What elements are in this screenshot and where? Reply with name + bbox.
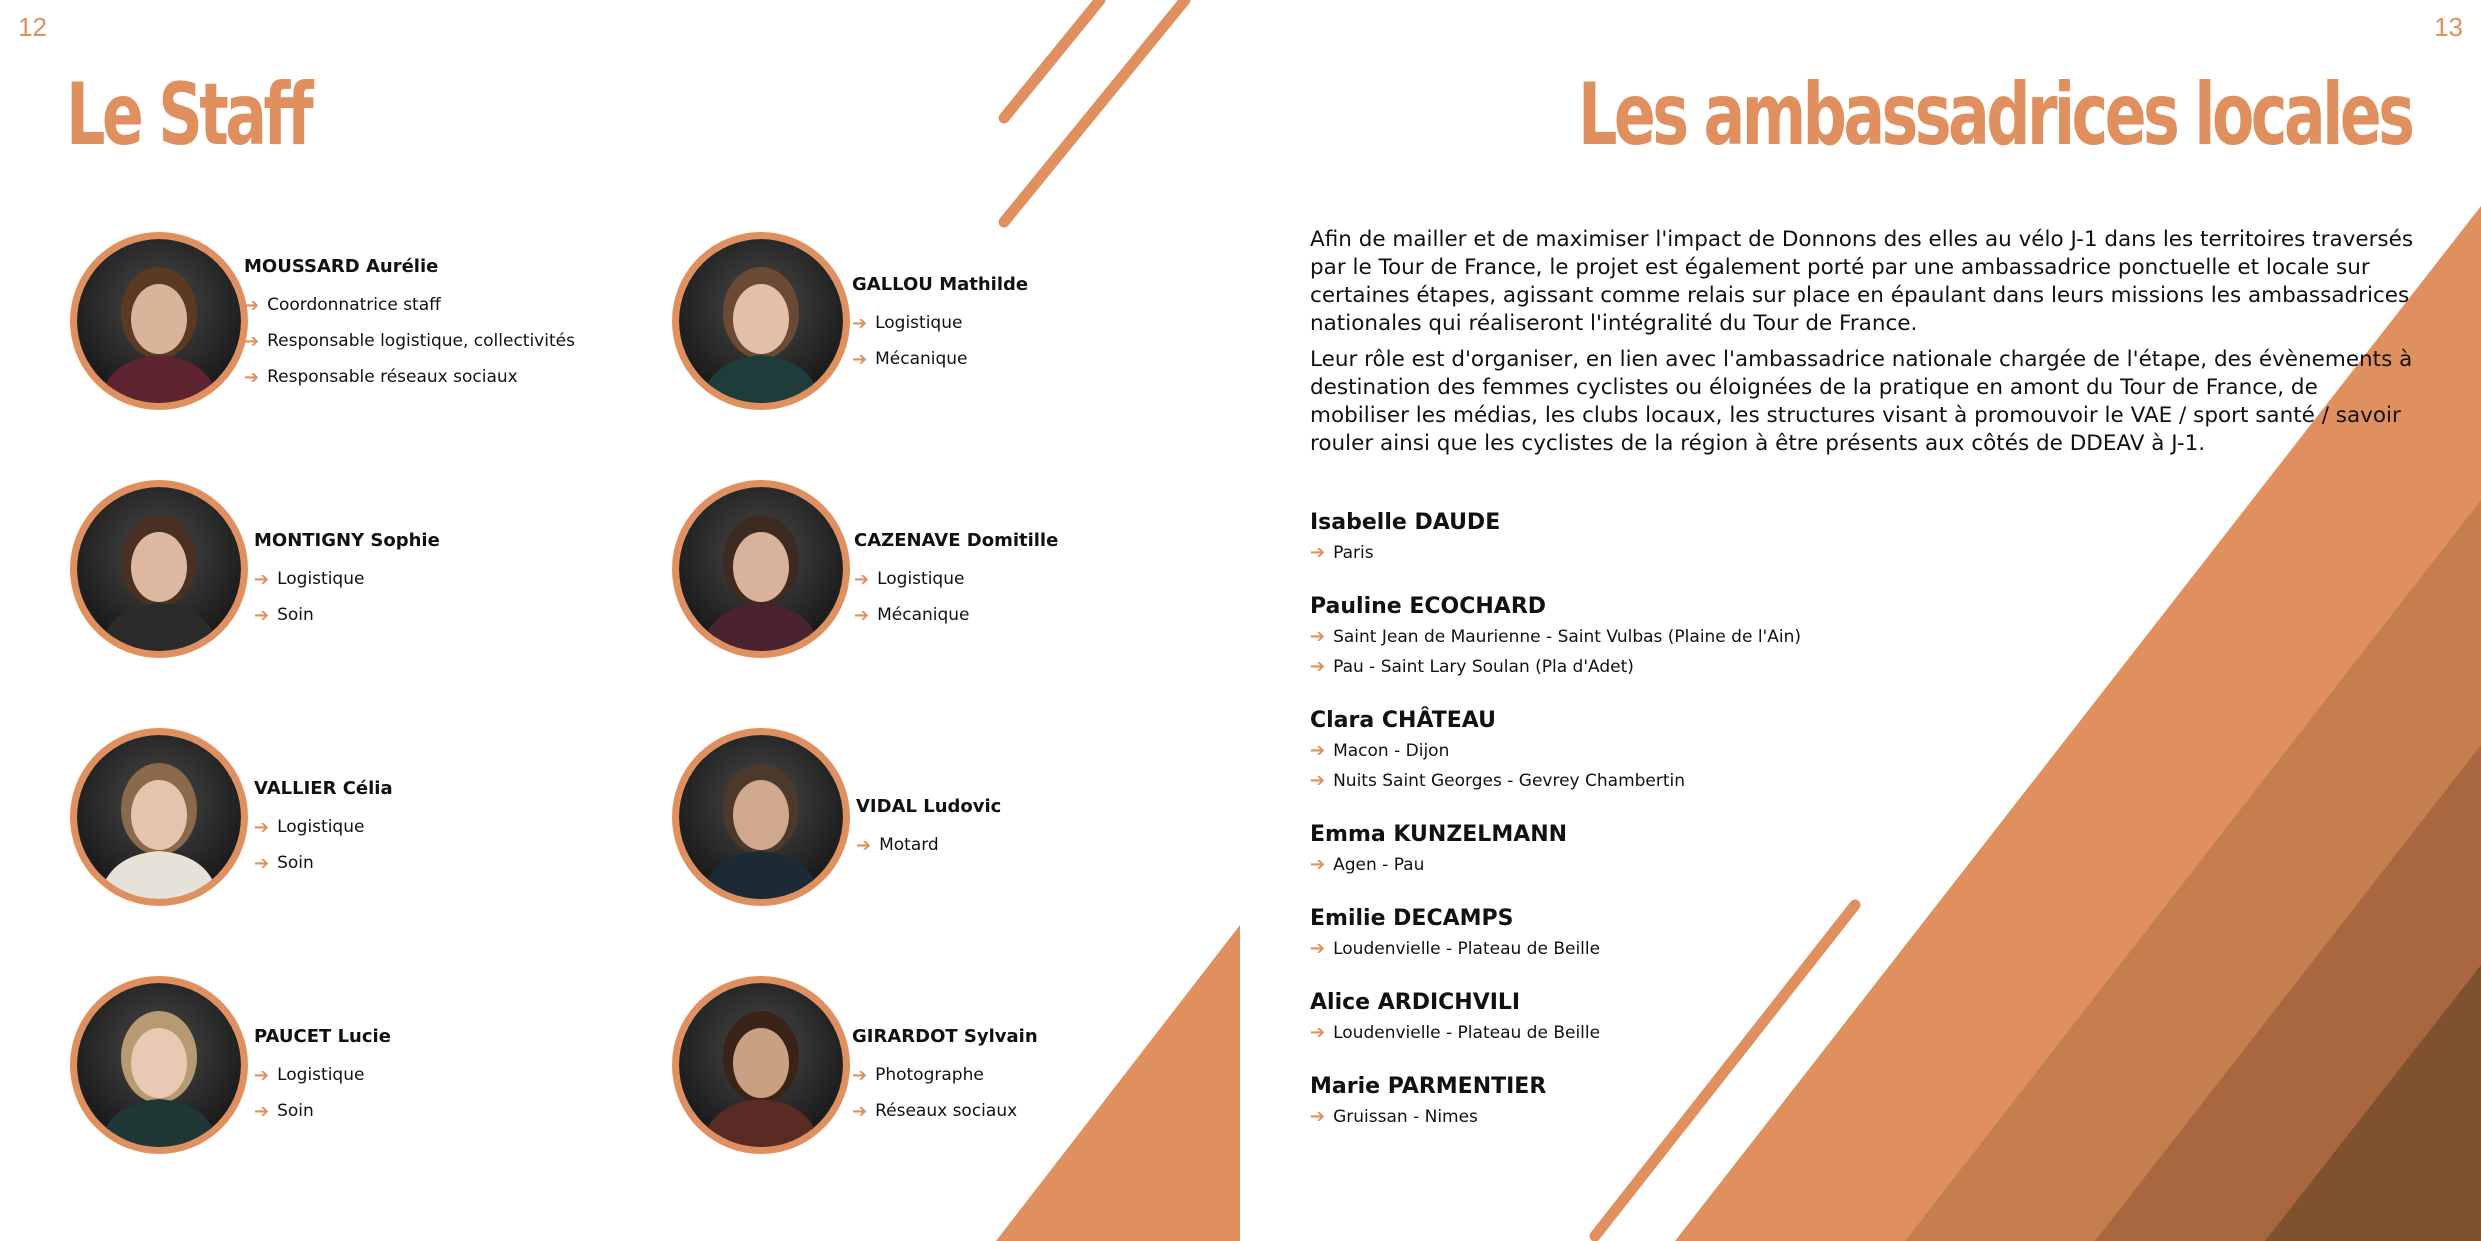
- staff-info: [856, 796, 1001, 863]
- ambassador-stage-label: Macon - Dijon: [1333, 741, 1450, 761]
- ambassador-stage: [1310, 934, 1801, 964]
- ambassador-stage-label: Paris: [1333, 543, 1374, 563]
- staff-role: [852, 341, 1028, 377]
- ambassador-stage-label: Saint Jean de Maurienne - Saint Vulbas (Plaine de l'Ain): [1333, 627, 1801, 647]
- arrow-right-icon: ➔: [1310, 626, 1326, 647]
- staff-member: [672, 480, 1192, 658]
- arrow-right-icon: ➔: [1310, 1022, 1326, 1043]
- staff-role-label: Motard: [879, 835, 939, 855]
- staff-name: GALLOU Mathilde: [852, 274, 1029, 295]
- staff-role: [852, 1093, 1038, 1129]
- arrow-right-icon: ➔: [254, 604, 270, 626]
- staff-role: [254, 1057, 391, 1093]
- portrait-icon: [77, 735, 241, 899]
- staff-name: VIDAL Ludovic: [856, 796, 1002, 817]
- staff-photo: [70, 728, 248, 906]
- staff-info: [254, 530, 440, 633]
- staff-name: MOUSSARD Aurélie: [244, 256, 439, 277]
- staff-role-label: Logistique: [277, 817, 365, 837]
- ambassador-name: Isabelle DAUDE: [1310, 510, 1501, 535]
- arrow-right-icon: ➔: [1310, 854, 1326, 875]
- arrow-right-icon: ➔: [244, 366, 260, 388]
- ambassador-stage: [1310, 1018, 1801, 1048]
- staff-member: [672, 728, 1192, 906]
- arrow-right-icon: ➔: [1310, 656, 1326, 677]
- staff-role-label: Soin: [277, 853, 314, 873]
- ambassador-stage-label: Loudenvielle - Plateau de Beille: [1333, 1023, 1601, 1043]
- ambassador-entry: [1310, 1072, 1801, 1132]
- staff-role-label: Mécanique: [875, 349, 968, 369]
- staff-role-label: Logistique: [277, 1065, 365, 1085]
- arrow-right-icon: ➔: [1310, 1106, 1326, 1127]
- staff-photo: [70, 480, 248, 658]
- portrait-icon: [77, 487, 241, 651]
- staff-role-label: Coordonnatrice staff: [267, 295, 441, 315]
- arrow-right-icon: ➔: [852, 1064, 868, 1086]
- deco-stripe-top-1: [1004, 0, 1100, 118]
- arrow-right-icon: ➔: [254, 1064, 270, 1086]
- page-number-right: 13: [2434, 12, 2463, 42]
- arrow-right-icon: ➔: [1310, 938, 1326, 959]
- intro-text: [1310, 226, 2414, 466]
- staff-info: [854, 530, 1058, 633]
- portrait-icon: [679, 487, 843, 651]
- portrait-icon: [679, 735, 843, 899]
- staff-member: [70, 480, 590, 658]
- staff-name: CAZENAVE Domitille: [854, 530, 1059, 551]
- intro-paragraph-2: Leur rôle est d'organiser, en lien avec l'ambassadrice nationale chargée de l'étape, des évènements à destination des femmes cyclistes ou éloignées de la pratique en amont du Tour de France, de mobiliser les médias, les clubs locaux, les structures visant à promouvoir le VAE / sport santé / savoir rouler ainsi que les cyclistes de la région à être présents aux côtés de DDEAV à J-1.: [1310, 347, 2413, 456]
- intro-paragraph-1: Afin de mailler et de maximiser l'impact de Donnons des elles au vélo J-1 dans les territoires traversés par le Tour de France, le projet est également porté par une ambassadrice ponctuelle et locale sur certaines étapes, agissant comme relais sur place en épaulant dans leurs missions les ambassadrices nationales qui réaliseront l'intégralité du Tour de France.: [1310, 227, 2414, 336]
- portrait-icon: [77, 983, 241, 1147]
- staff-role-label: Réseaux sociaux: [875, 1101, 1018, 1121]
- staff-role-label: Responsable réseaux sociaux: [267, 367, 518, 387]
- staff-photo: [672, 728, 850, 906]
- page-number-left: 12: [18, 12, 47, 42]
- arrow-right-icon: ➔: [852, 348, 868, 370]
- staff-info: [254, 778, 393, 881]
- ambassador-stage-label: Gruissan - Nimes: [1333, 1107, 1478, 1127]
- portrait-icon: [679, 983, 843, 1147]
- staff-title: Le Staff: [66, 65, 311, 165]
- arrow-right-icon: ➔: [1310, 740, 1326, 761]
- staff-role-label: Logistique: [877, 569, 965, 589]
- ambassador-stage-label: Pau - Saint Lary Soulan (Pla d'Adet): [1333, 657, 1634, 677]
- staff-member: [672, 232, 1192, 410]
- staff-role: [852, 1057, 1038, 1093]
- staff-photo: [672, 976, 850, 1154]
- staff-role-label: Logistique: [277, 569, 365, 589]
- staff-role: [244, 287, 575, 323]
- staff-role-label: Soin: [277, 605, 314, 625]
- staff-role-label: Responsable logistique, collectivités: [267, 331, 575, 351]
- staff-name: PAUCET Lucie: [254, 1026, 391, 1047]
- staff-role: [254, 597, 440, 633]
- staff-role: [254, 845, 393, 881]
- staff-role-label: Soin: [277, 1101, 314, 1121]
- arrow-right-icon: ➔: [852, 1100, 868, 1122]
- arrow-right-icon: ➔: [254, 1100, 270, 1122]
- ambassador-stage: [1310, 652, 1801, 682]
- ambassador-entry: [1310, 988, 1801, 1048]
- staff-role: [244, 359, 575, 395]
- portrait-icon: [77, 239, 241, 403]
- deco-stripe-top-2: [1004, 0, 1185, 222]
- staff-role: [254, 809, 393, 845]
- staff-role: [254, 1093, 391, 1129]
- arrow-right-icon: ➔: [852, 312, 868, 334]
- ambassador-stage: [1310, 538, 1801, 568]
- staff-photo: [672, 232, 850, 410]
- staff-info: [852, 1026, 1038, 1129]
- ambassador-stage-label: Agen - Pau: [1333, 855, 1425, 875]
- portrait-icon: [679, 239, 843, 403]
- staff-name: MONTIGNY Sophie: [254, 530, 440, 551]
- ambassador-name: Emma KUNZELMANN: [1310, 822, 1568, 847]
- staff-role: [856, 827, 1001, 863]
- staff-role: [852, 305, 1028, 341]
- ambassador-stage: [1310, 622, 1801, 652]
- ambassador-name: Alice ARDICHVILI: [1310, 990, 1521, 1015]
- staff-role: [244, 323, 575, 359]
- arrow-right-icon: ➔: [1310, 770, 1326, 791]
- arrow-right-icon: ➔: [244, 294, 260, 316]
- staff-name: GIRARDOT Sylvain: [852, 1026, 1038, 1047]
- staff-info: [244, 256, 575, 395]
- staff-info: [852, 274, 1028, 377]
- ambassador-stage: [1310, 736, 1801, 766]
- staff-photo: [672, 480, 850, 658]
- staff-role: [854, 597, 1058, 633]
- staff-photo: [70, 976, 248, 1154]
- arrow-right-icon: ➔: [254, 568, 270, 590]
- arrow-right-icon: ➔: [254, 816, 270, 838]
- arrow-right-icon: ➔: [856, 834, 872, 856]
- staff-member: [70, 976, 590, 1154]
- arrow-right-icon: ➔: [854, 568, 870, 590]
- staff-role: [254, 561, 440, 597]
- ambassador-entry: [1310, 820, 1801, 880]
- ambassador-entry: [1310, 508, 1801, 568]
- arrow-right-icon: ➔: [1310, 542, 1326, 563]
- ambassador-stage-label: Loudenvielle - Plateau de Beille: [1333, 939, 1601, 959]
- ambassador-stage: [1310, 1102, 1801, 1132]
- staff-member: [70, 232, 590, 410]
- staff-role: [854, 561, 1058, 597]
- staff-role-label: Mécanique: [877, 605, 970, 625]
- ambassador-stage-label: Nuits Saint Georges - Gevrey Chambertin: [1333, 771, 1686, 791]
- staff-info: [254, 1026, 391, 1129]
- ambassador-name: Pauline ECOCHARD: [1310, 594, 1547, 619]
- ambassador-name: Marie PARMENTIER: [1310, 1074, 1547, 1099]
- arrow-right-icon: ➔: [854, 604, 870, 626]
- ambassador-entry: [1310, 904, 1801, 964]
- staff-name: VALLIER Célia: [254, 778, 393, 799]
- ambassador-name: Clara CHÂTEAU: [1310, 708, 1497, 733]
- staff-member: [70, 728, 590, 906]
- ambassador-stage: [1310, 766, 1801, 796]
- arrow-right-icon: ➔: [244, 330, 260, 352]
- ambassador-name: Emilie DECAMPS: [1310, 906, 1514, 931]
- staff-photo: [70, 232, 248, 410]
- staff-role-label: Logistique: [875, 313, 963, 333]
- arrow-right-icon: ➔: [254, 852, 270, 874]
- ambassador-stage: [1310, 850, 1801, 880]
- ambassadors-title: Les ambassadrices locales: [1577, 65, 2411, 165]
- ambassador-list: [1310, 508, 1801, 1156]
- ambassador-entry: [1310, 706, 1801, 796]
- staff-member: [672, 976, 1192, 1154]
- ambassador-entry: [1310, 592, 1801, 682]
- staff-role-label: Photographe: [875, 1065, 984, 1085]
